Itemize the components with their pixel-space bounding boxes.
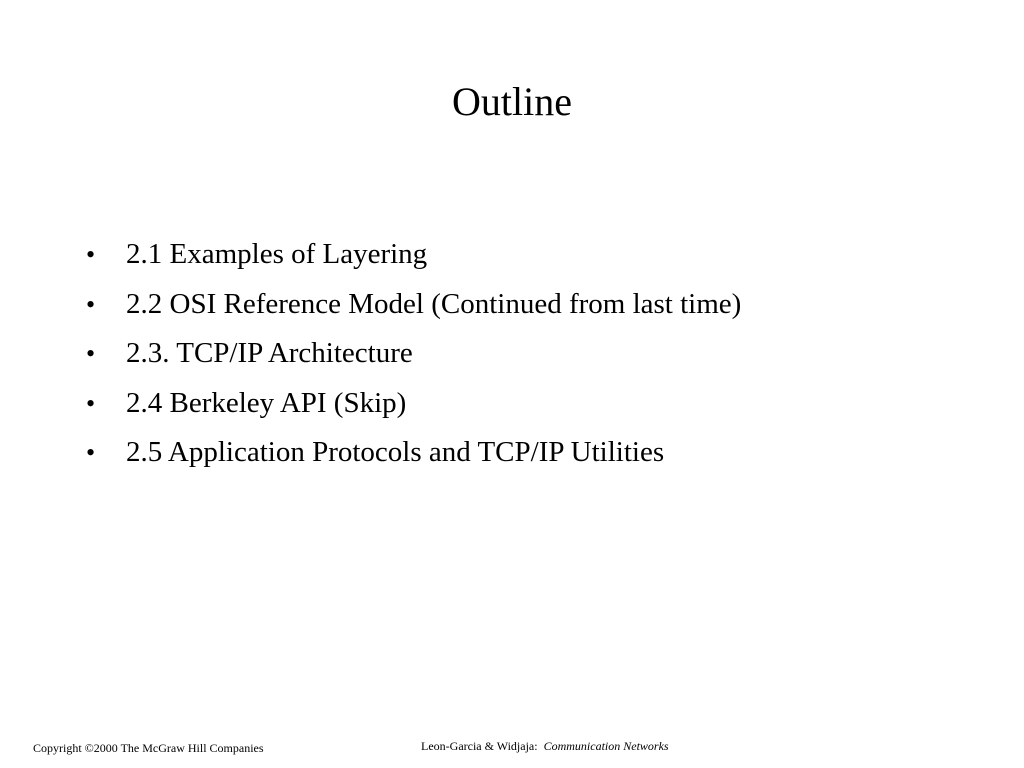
list-item (86, 280, 741, 330)
list-item-label: 2.5 Application Protocols and TCP/IP Utilities (126, 436, 665, 468)
bullet-icon: • (86, 289, 96, 319)
footer-book-title: Communication Networks (543, 739, 669, 753)
footer-copyright: Copyright ©2000 The McGraw Hill Companies (33, 741, 264, 755)
bullet-icon: • (86, 388, 96, 418)
list-item (86, 379, 741, 429)
slide-title: Outline (452, 79, 572, 124)
footer-authors: Leon-Garcia & Widjaja: (421, 739, 538, 753)
list-item-label: 2.1 Examples of Layering (126, 238, 428, 270)
list-item-label: 2.4 Berkeley API (Skip) (126, 386, 407, 419)
list-item-label: 2.3. TCP/IP Architecture (126, 337, 413, 369)
outline-list (86, 230, 741, 478)
bullet-icon: • (86, 240, 96, 269)
footer-citation (421, 738, 669, 754)
list-item (86, 230, 741, 280)
list-item-label: 2.2 OSI Reference Model (Continued from last time) (126, 287, 742, 320)
list-item (86, 329, 741, 379)
bullet-icon: • (86, 438, 96, 467)
list-item (86, 428, 741, 478)
bullet-icon: • (86, 339, 96, 368)
